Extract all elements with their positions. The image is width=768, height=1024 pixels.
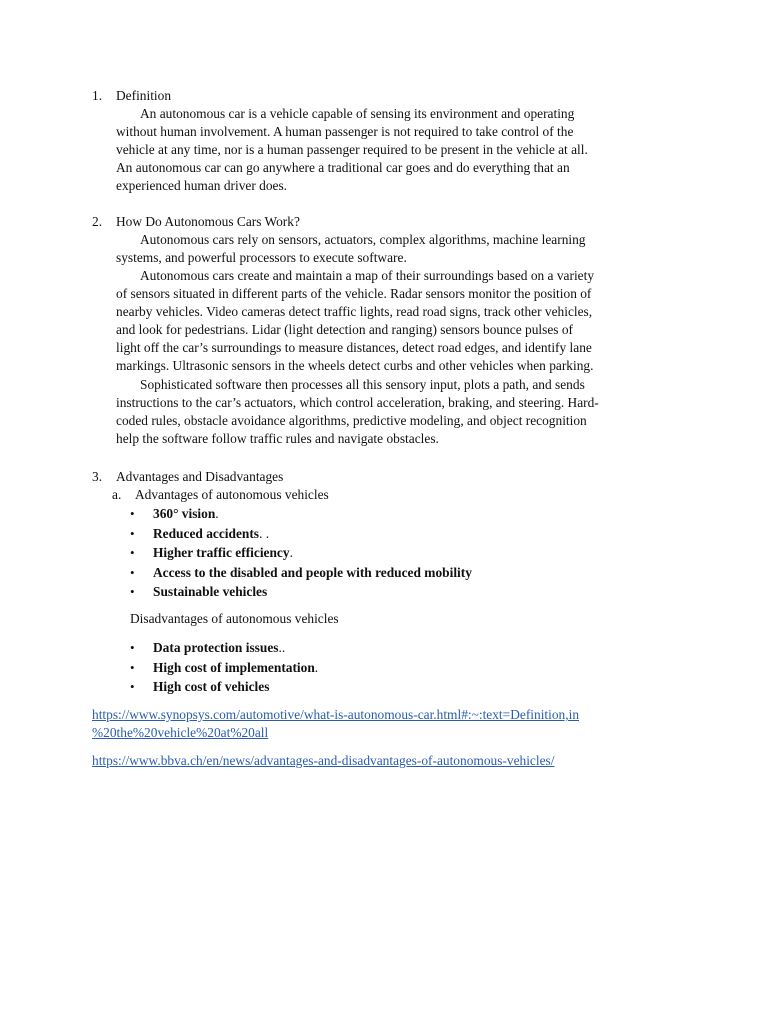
section-3-heading: Advantages and Disadvantages bbox=[116, 469, 284, 484]
paragraph-line: Autonomous cars create and maintain a map of their surroundings based on a variety bbox=[140, 268, 595, 283]
bbva-link[interactable]: https://www.bbva.ch/en/news/advantages-and-disadvantages-of-autonomous-vehicles/ bbox=[92, 753, 555, 768]
section-2-number: 2. bbox=[92, 214, 103, 229]
section-2-paragraph-1 bbox=[116, 231, 676, 267]
item-bold-text: Reduced accidents bbox=[153, 525, 260, 541]
advantages-list bbox=[130, 505, 472, 603]
section-1-heading: Definition bbox=[116, 88, 172, 103]
section-1-number: 1. bbox=[92, 88, 103, 103]
link-line[interactable]: https://www.synopsys.com/automotive/what-is-autonomous-car.html#:~:text=Definition,in bbox=[92, 707, 580, 722]
section-2-paragraph-2 bbox=[116, 267, 676, 375]
paragraph-line: systems, and powerful processors to execute software. bbox=[116, 250, 407, 265]
link-line[interactable]: %20the%20vehicle%20at%20all bbox=[92, 725, 269, 740]
item-trailing-text: . bbox=[215, 506, 219, 521]
item-trailing-text: .. bbox=[278, 640, 286, 655]
item-trailing-text: . bbox=[314, 659, 319, 675]
item-bold-text: Access to the disabled and people with reduced mobility bbox=[153, 564, 472, 580]
paragraph-line: coded rules, obstacle avoidance algorithms, predictive modeling, and object recognition bbox=[116, 413, 587, 428]
paragraph-line: without human involvement. A human passenger is not required to take control of the bbox=[116, 124, 574, 139]
synopsys-link[interactable] bbox=[92, 706, 579, 742]
paragraph-line: experienced human driver does. bbox=[116, 178, 288, 193]
bullet-icon: • bbox=[130, 679, 135, 694]
bullet-icon: • bbox=[130, 525, 135, 541]
paragraph-line: Sophisticated software then processes all this sensory input, plots a path, and sends bbox=[140, 377, 585, 392]
item-bold-text: 360° vision bbox=[153, 506, 216, 521]
section-2-paragraph-3 bbox=[116, 376, 676, 448]
paragraph-line: Autonomous cars rely on sensors, actuators, complex algorithms, machine learning bbox=[140, 232, 586, 247]
list-item bbox=[130, 659, 318, 679]
paragraph-line: of sensors situated in different parts of the vehicle. Radar sensors monitor the position of bbox=[116, 286, 592, 301]
paragraph-line: markings. Ultrasonic sensors in the wheels detect curbs and other vehicles when parking. bbox=[116, 358, 594, 373]
bullet-icon: • bbox=[130, 564, 135, 580]
paragraph-line: An autonomous car can go anywhere a traditional car goes and do everything that an bbox=[116, 160, 570, 175]
bullet-icon: • bbox=[130, 584, 135, 599]
paragraph-line: instructions to the car’s actuators, which control acceleration, braking, and steering. Hard- bbox=[116, 395, 599, 410]
paragraph-line: and look for pedestrians. Lidar (light detection and ranging) sensors bounce pulses of bbox=[116, 322, 574, 337]
item-trailing-text: . . bbox=[259, 525, 270, 541]
list-item bbox=[130, 583, 472, 603]
paragraph-line: vehicle at any time, nor is a human passenger required to be present in the vehicle at all. bbox=[116, 142, 588, 157]
list-item bbox=[130, 505, 472, 525]
paragraph-line: help the software follow traffic rules and navigate obstacles. bbox=[116, 431, 439, 446]
subsection-a-heading: Advantages of autonomous vehicles bbox=[135, 487, 329, 502]
paragraph-line: An autonomous car is a vehicle capable of sensing its environment and operating bbox=[140, 106, 575, 121]
list-item bbox=[130, 678, 318, 698]
bullet-icon: • bbox=[130, 640, 135, 655]
bullet-icon: • bbox=[130, 659, 135, 675]
list-item bbox=[130, 544, 472, 564]
bullet-icon: • bbox=[130, 545, 135, 560]
list-item bbox=[130, 564, 472, 584]
list-item bbox=[130, 525, 472, 545]
disadvantages-heading: Disadvantages of autonomous vehicles bbox=[130, 611, 339, 626]
item-bold-text: High cost of vehicles bbox=[153, 679, 270, 694]
item-trailing-text: . bbox=[289, 545, 293, 560]
subsection-a-number: a. bbox=[112, 487, 122, 502]
item-bold-text: Sustainable vehicles bbox=[153, 584, 268, 599]
paragraph-line: light off the car’s surroundings to measure distances, detect road edges, and identify lane bbox=[116, 340, 592, 355]
paragraph-line: nearby vehicles. Video cameras detect traffic lights, read road signs, track other vehicles, bbox=[116, 304, 593, 319]
section-3-number: 3. bbox=[92, 469, 103, 484]
disadvantages-list bbox=[130, 639, 318, 698]
item-bold-text: Higher traffic efficiency bbox=[153, 545, 290, 560]
section-2-heading: How Do Autonomous Cars Work? bbox=[116, 214, 300, 229]
list-item bbox=[130, 639, 318, 659]
item-bold-text: Data protection issues bbox=[153, 640, 279, 655]
bullet-icon: • bbox=[130, 506, 135, 521]
section-1-paragraph bbox=[116, 105, 676, 195]
item-bold-text: High cost of implementation bbox=[153, 659, 315, 675]
